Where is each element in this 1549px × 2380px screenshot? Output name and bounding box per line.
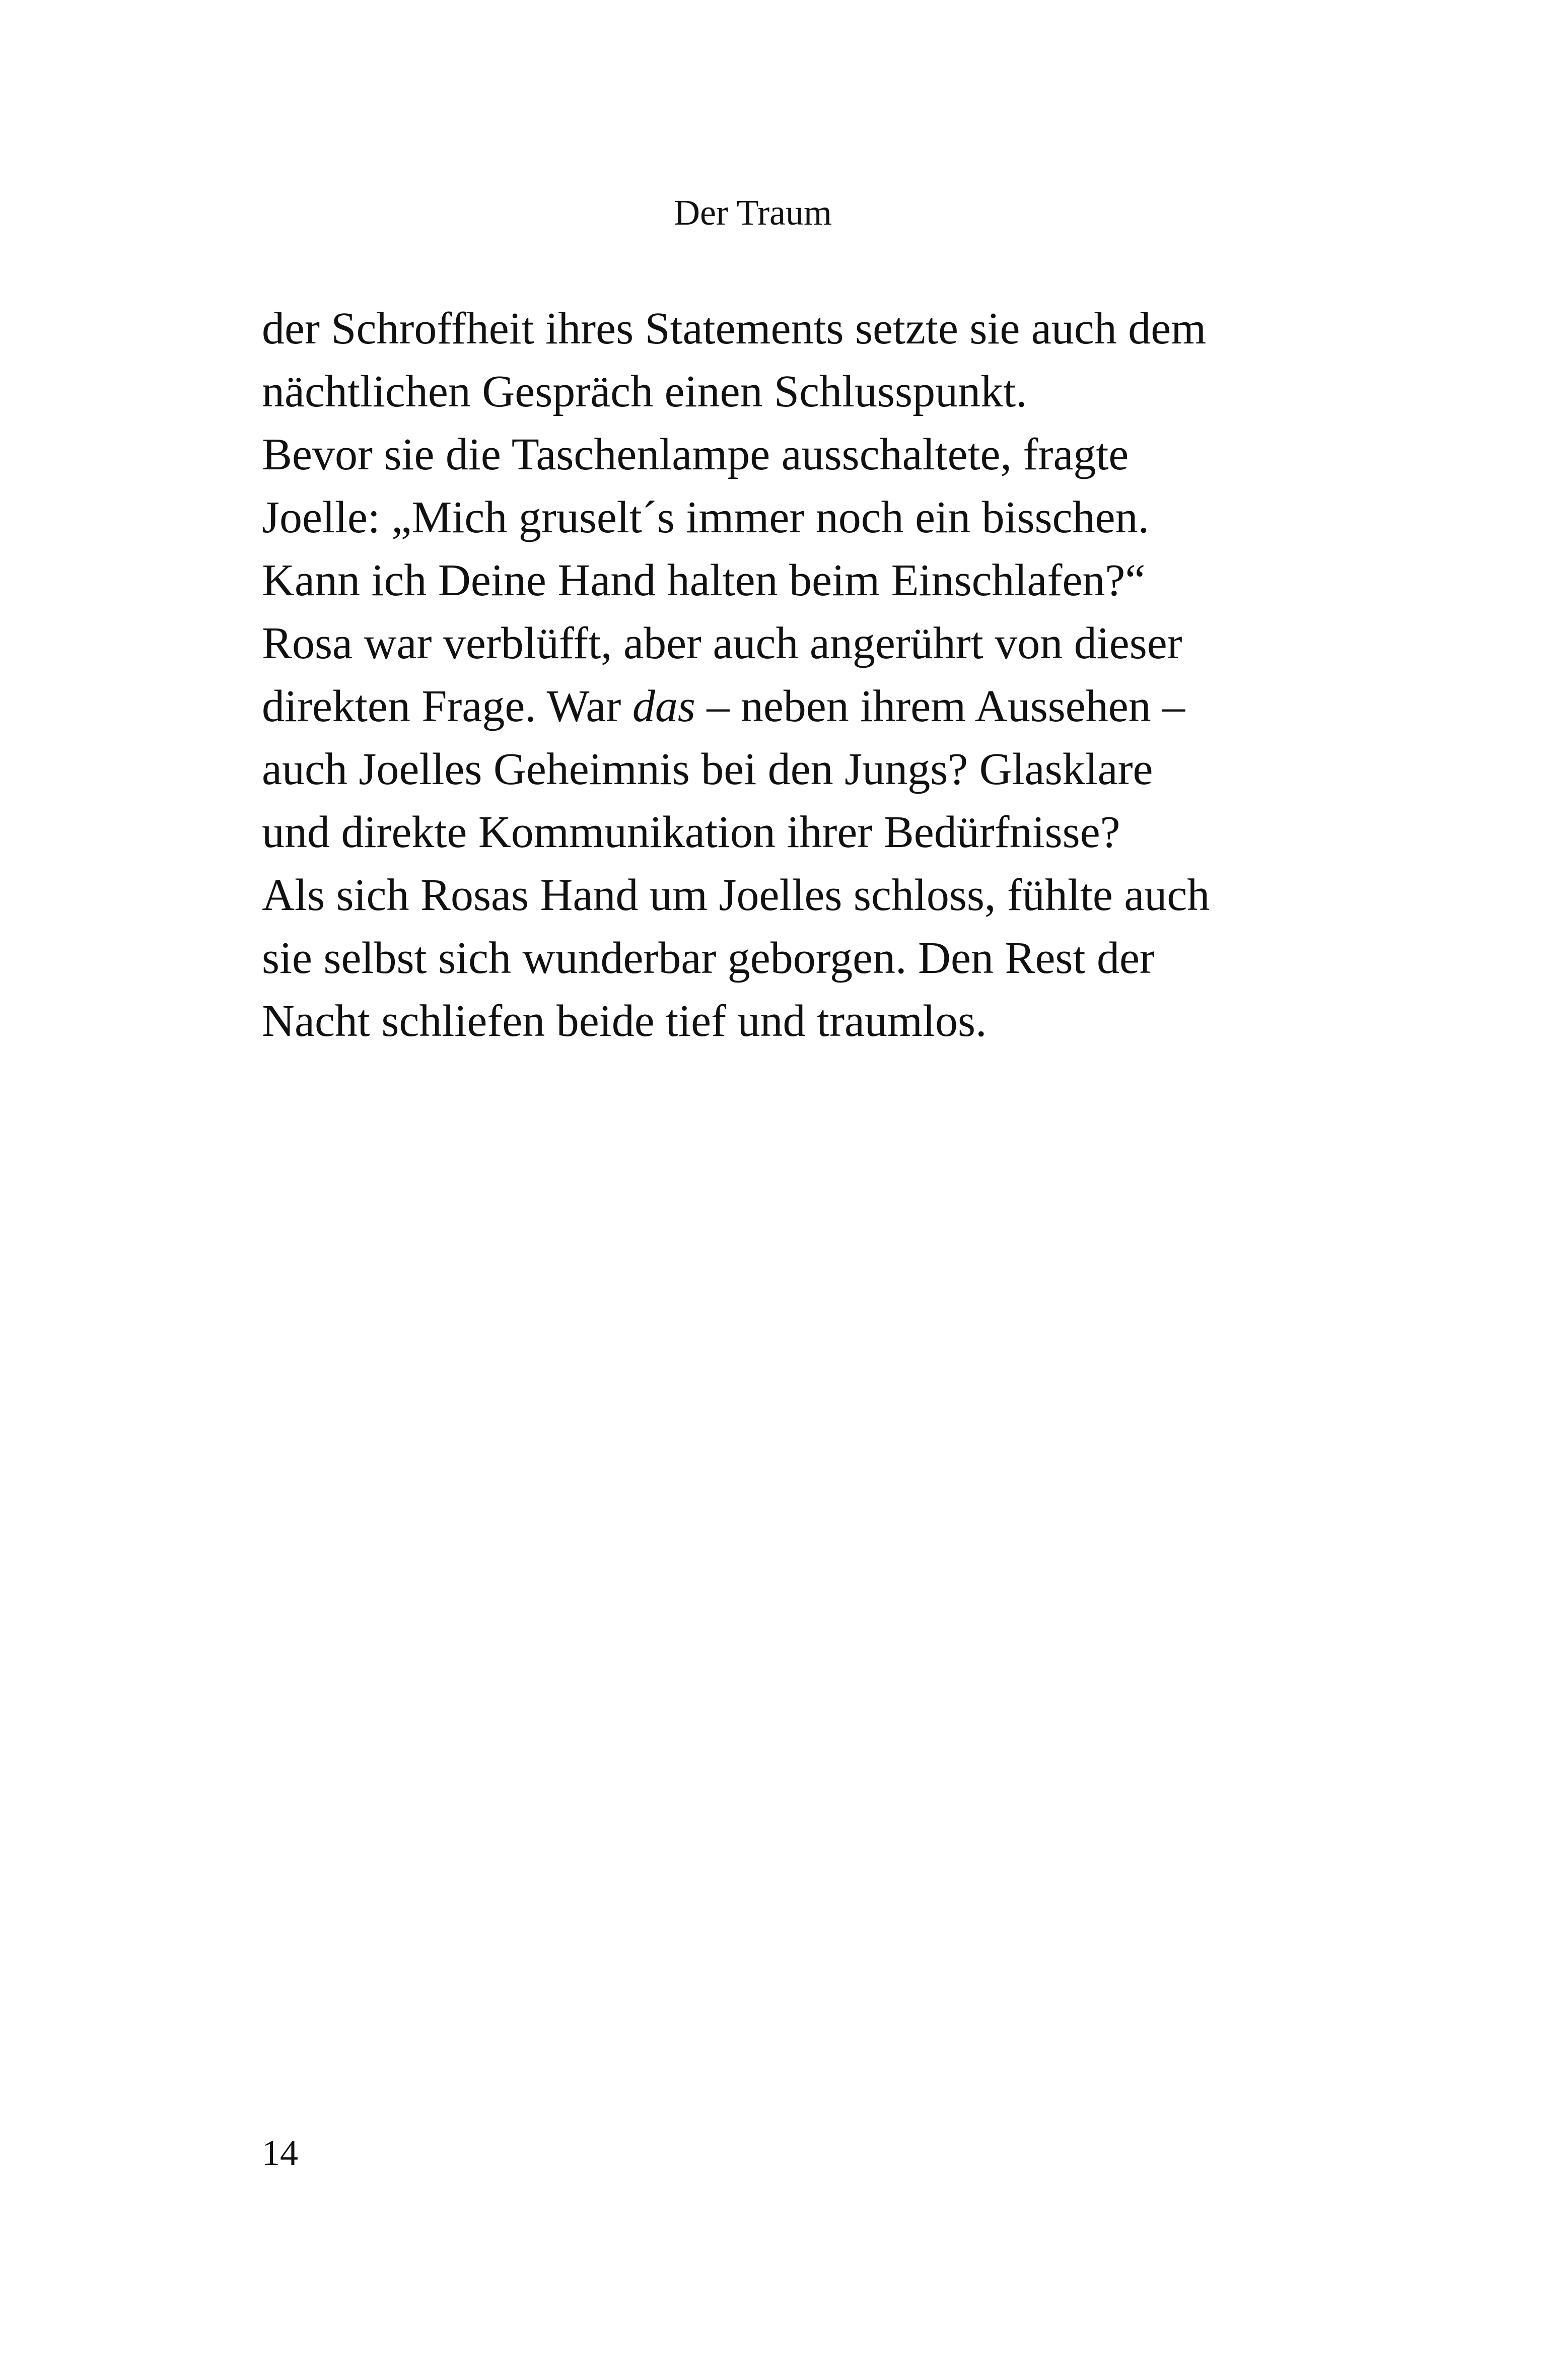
text-line: auch Joelles Geheimnis bei den Jungs? Glasklare	[262, 744, 1153, 794]
running-head: Der Traum	[673, 192, 832, 233]
text-line: und direkte Kommunikation ihrer Bedürfnisse?	[262, 807, 1120, 857]
text-line: sie selbst sich wunderbar geborgen. Den Rest der	[262, 933, 1155, 983]
text-segment: direkten Frage. War	[262, 681, 632, 731]
emphasized-word: das	[632, 681, 695, 731]
text-segment: – neben ihrem Aussehen –	[695, 681, 1185, 731]
body-text	[262, 297, 1269, 1053]
text-line: Kann ich Deine Hand halten beim Einschlafen?“	[262, 555, 1146, 605]
text-line: der Schroffheit ihres Statements setzte sie auch dem	[262, 304, 1207, 354]
text-line: Rosa war verblüfft, aber auch angerührt von dieser	[262, 618, 1182, 668]
page-number: 14	[262, 2133, 298, 2173]
text-line: Nacht schliefen beide tief und traumlos.	[262, 996, 987, 1046]
text-line: Bevor sie die Taschenlampe ausschaltete, fragte	[262, 430, 1129, 479]
text-line: Joelle: „Mich gruselt´s immer noch ein bisschen.	[262, 493, 1150, 542]
text-line: nächtlichen Gespräch einen Schlusspunkt.	[262, 367, 1027, 416]
text-line: Als sich Rosas Hand um Joelles schloss, fühlte auch	[262, 870, 1210, 920]
text-line	[262, 675, 1269, 738]
